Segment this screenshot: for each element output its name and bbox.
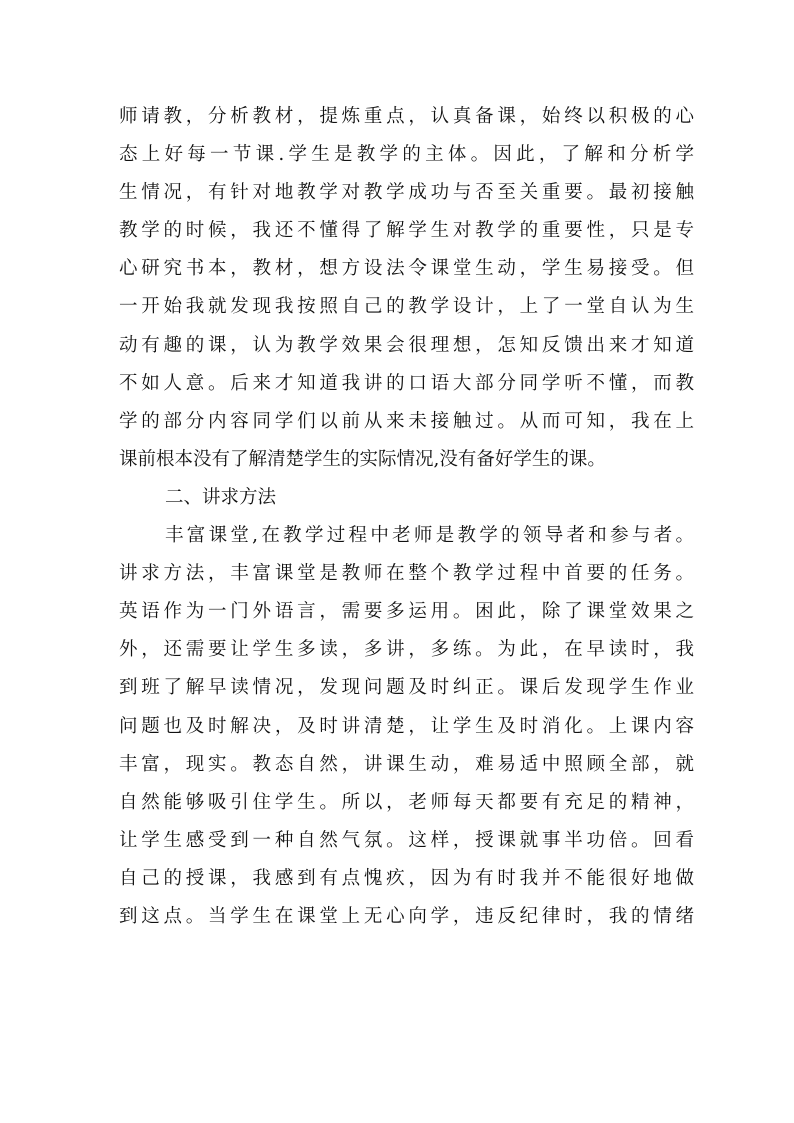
text-line: 态上好每一节课.学生是教学的主体。因此，了解和分析学 <box>119 144 694 166</box>
text-line: 到班了解早读情况，发现问题及时纠正。课后发现学生作业 <box>119 677 694 699</box>
text-line: 丰富，现实。教态自然，讲课生动，难易适中照顾全部，就 <box>119 753 694 775</box>
text-line: 动有趣的课，认为教学效果会很理想，怎知反馈出来才知道 <box>119 334 694 356</box>
text-line: 英语作为一门外语言，需要多运用。困此，除了课堂效果之 <box>119 601 694 623</box>
text-line: 教学的时候，我还不懂得了解学生对教学的重要性，只是专 <box>119 220 694 242</box>
text-line: 到这点。当学生在课堂上无心向学，违反纪律时，我的情绪 <box>119 905 694 927</box>
text-line: 学的部分内容同学们以前从来未接触过。从而可知，我在上 <box>119 410 694 432</box>
text-line: 自然能够吸引住学生。所以，老师每天都要有充足的精神， <box>119 791 694 813</box>
text-line: 问题也及时解决，及时讲清楚，让学生及时消化。上课内容 <box>119 715 694 737</box>
text-line: 自己的授课，我感到有点愧疚，因为有时我并不能很好地做 <box>119 867 694 889</box>
section-heading: 二、讲求方法 <box>165 486 277 508</box>
text-line: 师请教，分析教材，提炼重点，认真备课，始终以积极的心 <box>119 106 694 127</box>
text-line: 课前根本没有了解清楚学生的实际情况,没有备好学生的课。 <box>119 448 606 470</box>
text-line: 丰富课堂,在教学过程中老师是教学的领导者和参与者。 <box>165 525 694 547</box>
text-line: 让学生感受到一种自然气氛。这样，授课就事半功倍。回看 <box>119 829 694 851</box>
text-line: 不如人意。后来才知道我讲的口语大部分同学听不懂，而教 <box>119 372 694 394</box>
text-line: 一开始我就发现我按照自己的教学设计，上了一堂自认为生 <box>119 296 694 318</box>
text-line: 讲求方法，丰富课堂是教师在整个教学过程中首要的任务。 <box>119 563 694 585</box>
text-line: 外，还需要让学生多读，多讲，多练。为此，在早读时，我 <box>119 639 694 661</box>
text-line: 心研究书本，教材，想方设法令课堂生动，学生易接受。但 <box>119 258 694 280</box>
text-line: 生情况，有针对地教学对教学成功与否至关重要。最初接触 <box>119 182 694 204</box>
body-text <box>119 98 694 936</box>
